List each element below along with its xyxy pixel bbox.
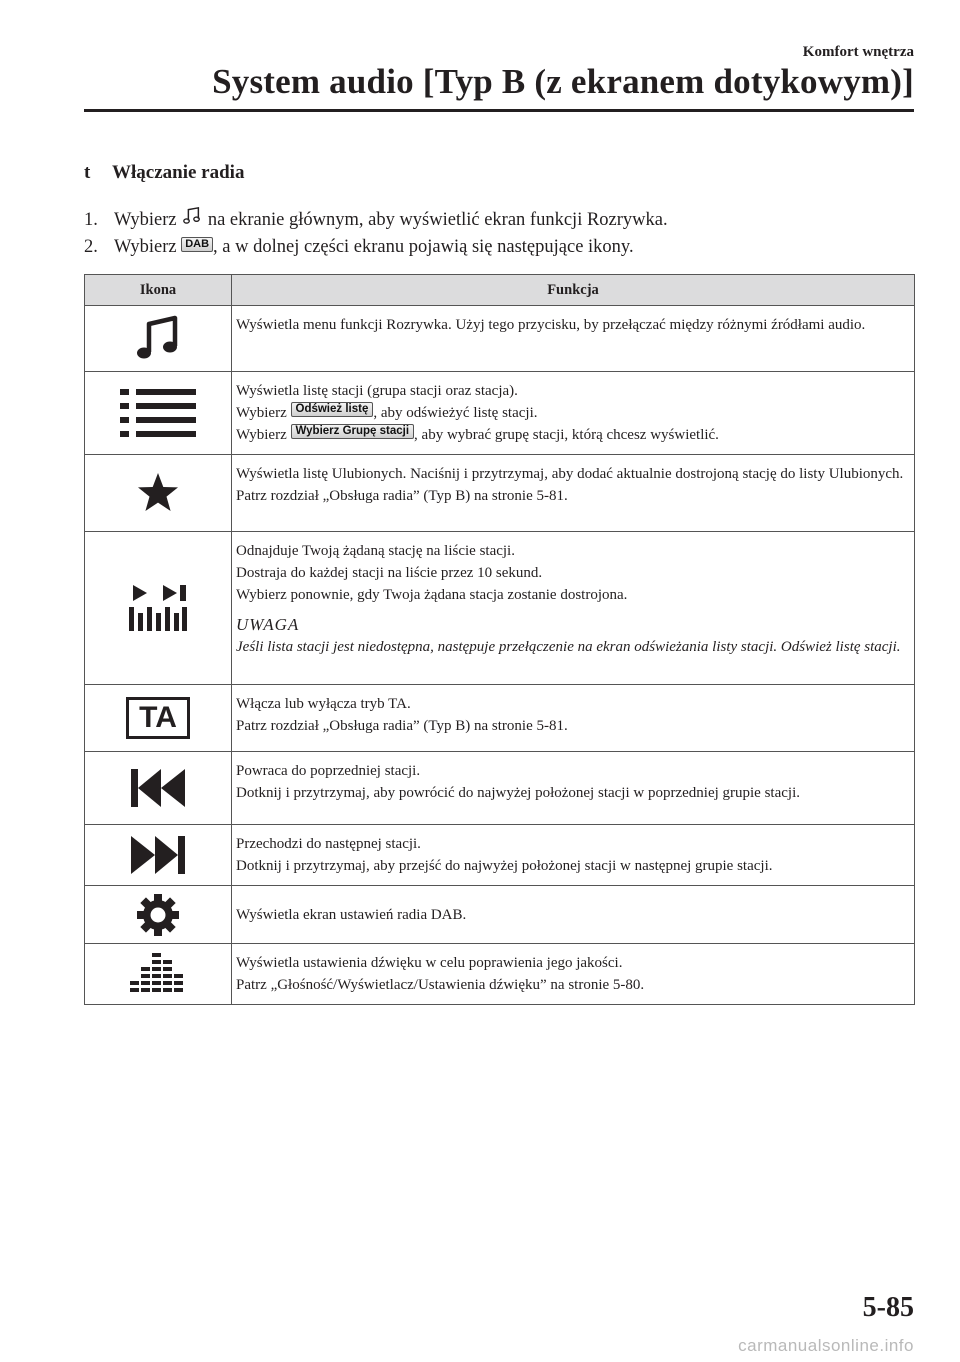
step-text-post: na ekranie głównym, aby wyświetlić ekran funkcji Rozrywka. <box>207 210 668 230</box>
dab-button[interactable]: DAB <box>181 237 213 252</box>
column-header-function: Funkcja <box>232 275 915 306</box>
text-pre: Wybierz <box>236 405 287 421</box>
step-text-pre: Wybierz <box>114 237 177 257</box>
ta-icon[interactable] <box>126 697 190 739</box>
function-text: Włącza lub wyłącza tryb TA. <box>236 696 411 712</box>
music-note-icon <box>181 206 203 226</box>
icon-cell <box>85 372 232 455</box>
table-row <box>85 886 915 944</box>
function-text: Przechodzi do następnej stacji. <box>236 836 421 852</box>
next-track-icon[interactable] <box>129 834 187 876</box>
column-header-icon: Ikona <box>85 275 232 306</box>
step-2 <box>84 237 634 258</box>
icon-cell <box>85 306 232 372</box>
watermark: carmanualsonline.info <box>738 1336 914 1355</box>
function-cell <box>232 455 915 532</box>
previous-track-icon[interactable] <box>129 767 187 809</box>
function-text: Wyświetla listę stacji (grupa stacji oraz stacja). <box>236 383 518 399</box>
function-text <box>236 424 908 446</box>
table-row <box>85 944 915 1005</box>
table-row <box>85 306 915 372</box>
function-text: Dotknij i przytrzymaj, aby przejść do najwyżej położonej stacji w następnej grupie stacji. <box>236 858 773 874</box>
function-text: Patrz rozdział „Obsługa radia” (Typ B) na stronie 5-81. <box>236 718 568 734</box>
icon-cell <box>85 685 232 752</box>
function-cell <box>232 825 915 886</box>
section-heading-text: Włączanie radia <box>112 162 245 183</box>
function-text: Odnajduje Twoją żądaną stację na liście stacji. <box>236 543 515 559</box>
station-list-icon[interactable] <box>118 387 198 439</box>
function-text: Patrz rozdział „Obsługa radia” (Typ B) na stronie 5-81. <box>236 488 568 504</box>
function-text: Wyświetla ekran ustawień radia DAB. <box>236 906 467 923</box>
step-text-post: , a w dolnej części ekranu pojawią się następujące ikony. <box>213 237 634 257</box>
star-icon[interactable] <box>136 471 180 515</box>
table-row <box>85 455 915 532</box>
text-post: , aby wybrać grupę stacji, którą chcesz wyświetlić. <box>414 427 719 443</box>
page-title: System audio [Typ B (z ekranem dotykowym)] <box>212 62 914 101</box>
section-bullet: t <box>84 162 91 183</box>
table-row <box>85 685 915 752</box>
gear-icon[interactable] <box>136 893 180 937</box>
select-station-group-button[interactable]: Wybierz Grupę stacji <box>291 424 415 439</box>
table-header-row <box>85 275 915 306</box>
table-row <box>85 825 915 886</box>
refresh-list-button[interactable]: Odśwież listę <box>291 402 374 417</box>
function-text: Dostraja do każdej stacji na liście przez 10 sekund. <box>236 565 543 581</box>
equalizer-icon[interactable] <box>130 951 186 997</box>
note-text: Jeśli lista stacji jest niedostępna, następuje przełączenie na ekran odświeżania listy stacji. Odśwież listę stacji. <box>236 639 901 655</box>
table-row <box>85 372 915 455</box>
icon-cell <box>85 886 232 944</box>
function-cell <box>232 944 915 1005</box>
function-text: Dotknij i przytrzymaj, aby powrócić do najwyżej położonej stacji w poprzedniej grupie stacji. <box>236 785 800 801</box>
function-cell <box>232 685 915 752</box>
function-table <box>84 274 915 1005</box>
ta-icon-label: TA <box>139 701 177 734</box>
table-row <box>85 532 915 685</box>
note-title: UWAGA <box>236 615 300 634</box>
icon-cell <box>85 752 232 825</box>
function-text: Powraca do poprzedniej stacji. <box>236 763 421 779</box>
function-cell <box>232 886 915 944</box>
text-pre: Wybierz <box>236 427 287 443</box>
step-1 <box>84 206 668 231</box>
function-cell <box>232 372 915 455</box>
text-post: , aby odświeżyć listę stacji. <box>373 405 538 421</box>
icon-cell <box>85 825 232 886</box>
function-cell <box>232 752 915 825</box>
header-divider <box>84 109 914 112</box>
function-cell <box>232 532 915 685</box>
function-cell <box>232 306 915 372</box>
music-note-icon[interactable] <box>133 314 183 364</box>
function-text <box>236 402 908 424</box>
icon-cell <box>85 944 232 1005</box>
icon-cell <box>85 455 232 532</box>
function-text: Wybierz ponownie, gdy Twoja żądana stacja zostanie dostrojona. <box>236 587 628 603</box>
page-number: 5-85 <box>862 1292 914 1323</box>
step-number: 2. <box>84 237 98 257</box>
step-text-pre: Wybierz <box>114 210 177 230</box>
table-row <box>85 752 915 825</box>
icon-cell <box>85 532 232 685</box>
function-text: Wyświetla listę Ulubionych. Naciśnij i przytrzymaj, aby dodać aktualnie dostrojoną stację do listy Ulubionych. <box>236 466 904 482</box>
function-text: Wyświetla menu funkcji Rozrywka. Użyj tego przycisku, by przełączać między różnymi źródłami audio. <box>236 317 866 333</box>
function-text: Patrz „Głośność/Wyświetlacz/Ustawienia dźwięku” na stronie 5-80. <box>236 977 645 993</box>
step-number: 1. <box>84 210 98 230</box>
function-text: Wyświetla ustawienia dźwięku w celu poprawienia jego jakości. <box>236 955 623 971</box>
section-heading <box>84 162 244 184</box>
scan-icon[interactable] <box>127 583 189 633</box>
header-subtitle: Komfort wnętrza <box>802 44 914 60</box>
